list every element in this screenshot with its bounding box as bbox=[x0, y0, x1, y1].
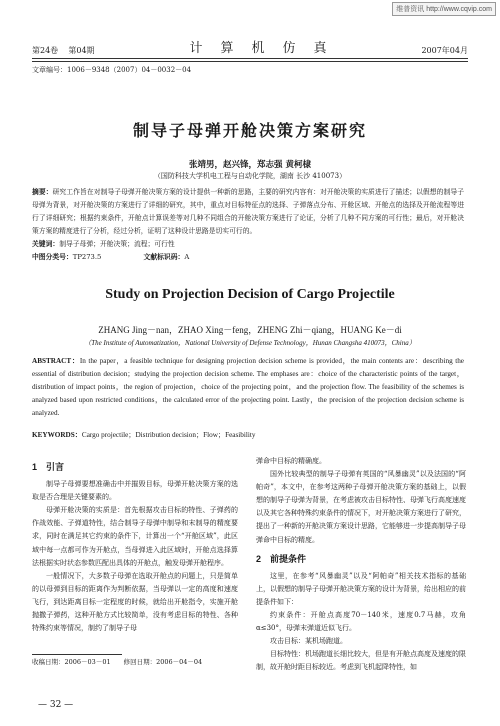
intro-paragraph: 母弹开舱决策的实质是：首先根据攻击目标的特性、子弹药的作战效能、子弹道特性，结合制导子母弹中制导和末制导的精度要求，同时在满足其它约束的条件下，计算出一个“开舱区域”，此区域中每一点都可作为开舱点，当母弹进入此区域时，开舱点选择算法根据实时状态参数匹配出具体的开舱点，触发母弹开舱程序。 bbox=[32, 506, 238, 567]
body-paragraph: 国外比较典型的制导子母弹有英国的“风暴幽灵”以及法国的“阿帕奇”，本文中，在参考这两种子母弹开舱决策方案的基础上，以假想的制导子母弹为背景，在考虑被攻击目标特性、母弹飞行高度速度以及其它各种特殊约束条件的情况下，对开舱决策方案进行了研究，提出了一种新的开舱决策方案设计思路，它能够进一步提高制导子母弹命中目标的精度。 bbox=[256, 470, 466, 544]
section-heading-intro: 1 引言 bbox=[32, 462, 65, 472]
english-affiliation: （The Institute of Automatization，National University of Defense Technology，Hunan Changsha 410073，China） bbox=[84, 339, 416, 347]
classification-line bbox=[32, 251, 464, 264]
english-keywords-label: KEYWORDS： bbox=[32, 431, 82, 439]
english-abstract-label: ABSTRACT： bbox=[32, 357, 80, 365]
header-rule bbox=[32, 58, 468, 59]
page-number: — 32 — bbox=[38, 700, 74, 710]
paper-title: 制导子母弹开舱决策方案研究 bbox=[132, 121, 367, 140]
article-number: 文章编号：1006－9348（2007）04－0032－04 bbox=[32, 66, 192, 74]
body-right-column bbox=[256, 455, 466, 675]
target-feature-paragraph: 目标特性：机场跑道长细比较大，但是有开舱点高度及速度的限制，故开舱时距目标较近。考虑到飞机起降特性，如 bbox=[256, 650, 466, 672]
target-paragraph: 攻击目标：某机场跑道。 bbox=[270, 637, 347, 646]
abstract-cn-text: 研究工作旨在对制导子母弹开舱决策方案的设计提供一种新的思路，主要的研究内容有：对开舱决策的实质进行了描述；以假想的制导子母弹为背景，对开舱决策的方案进行了详细的研究，其中，重点对目标特征点的选择、子弹落点分布、开舱区域、开舱点的选择及开舱流程等进行了详细研究；根据约束条件，开舱点计算误差等对几种不同组合的开舱决策方案进行了论证，分析了几种不同方案的可行性；最后，对开舱决策方案的精度进行了分析，经过分析，证明了这种设计思路是切实可行的。 bbox=[32, 188, 465, 235]
english-abstract-text: In the paper，a feasible technique for designing projection decision scheme is provided，the main contents are：describing the essential of distribution decision；studying the projection decision scheme. The emphases are：choice of the characteristic points of the target，distribution of impact points，the region of projection，choice of the projecting point，and the projection flow. The feasibility of the schemes is analyzed based upon restricted conditions，the calculated error of the projecting point. Lastly，the precision of the projection decision scheme is analyzed. bbox=[32, 357, 464, 417]
abstract-cn-label: 摘要： bbox=[32, 188, 53, 196]
paper-authors: 张靖男，赵兴锋，郑志强 黄柯棣 bbox=[189, 160, 311, 170]
english-abstract bbox=[32, 355, 464, 420]
header-rule-thin bbox=[32, 61, 468, 62]
abstract-cn bbox=[32, 186, 464, 238]
received-dates: 收稿日期：2006－03－01 修回日期：2006－04－04 bbox=[32, 658, 203, 666]
section-heading-preconditions: 2 前提条件 bbox=[256, 553, 307, 564]
doc-code: 文献标识码：A bbox=[143, 253, 190, 261]
running-header bbox=[32, 40, 468, 56]
body-paragraph: 这里，在参考“风暴幽灵”以及“阿帕奇”相关技术指标的基础上，以假想的制导子母弹开舱决策方案的设计为背景，给出相应的前提条件如下： bbox=[256, 571, 466, 606]
header-date: 2007年04月 bbox=[421, 46, 468, 55]
english-title: Study on Projection Decision of Cargo Projectile bbox=[105, 287, 395, 302]
header-journal: 计算机仿真 bbox=[189, 41, 345, 56]
continued-paragraph: 弹命中目标的精确度。 bbox=[256, 457, 326, 465]
clc-number: 中图分类号：TP273.5 bbox=[32, 253, 102, 261]
body-left-column bbox=[32, 455, 238, 635]
paper-affiliation: （国防科技大学机电工程与自动化学院，湖南 长沙 410073） bbox=[153, 172, 347, 180]
header-issue: 第04期 bbox=[68, 46, 95, 55]
keywords-cn bbox=[32, 238, 464, 251]
intro-paragraph: 一般情况下，大多数子母弹在选取开舱点的问题上，只是简单的以母弹到目标的距离作为判断依据，当母弹以一定的高度和速度飞行，到达距离目标一定程度的时候，就给出开舱指令，实施开舱抛撒子弹药，这种开舱方式比较简单，没有考虑目标的特性、各种特殊约束等情况，制约了制导子母 bbox=[32, 571, 238, 633]
chinese-abstract-block bbox=[32, 186, 464, 264]
header-volume: 第24卷 bbox=[32, 46, 59, 55]
english-authors: ZHANG Jing－nan，ZHAO Xing－feng，ZHENG Zhi－qiang，HUANG Ke－di bbox=[98, 325, 402, 335]
watermark: 维普资讯 http://www.cqvip.com bbox=[392, 2, 496, 16]
footnote-rule bbox=[32, 654, 122, 655]
english-keywords bbox=[32, 430, 464, 440]
intro-paragraph: 制导子母弹要想准确击中并摧毁目标，母弹开舱决策方案的选取是否合理是关键要素的。 bbox=[32, 480, 238, 502]
keywords-cn-text: 制导子母弹；开舱决策；流程；可行性 bbox=[59, 240, 175, 248]
english-keywords-text: Cargo projectile；Distribution decision；Flow；Feasibility bbox=[81, 431, 256, 439]
keywords-cn-label: 关键词： bbox=[32, 240, 60, 248]
header-volume-issue bbox=[32, 45, 95, 56]
constraint-paragraph: 约束条件：开舱点高度70－140米，速度0.7马赫，攻角α≤30°，母弹末弹道近似飞行。 bbox=[256, 611, 466, 633]
